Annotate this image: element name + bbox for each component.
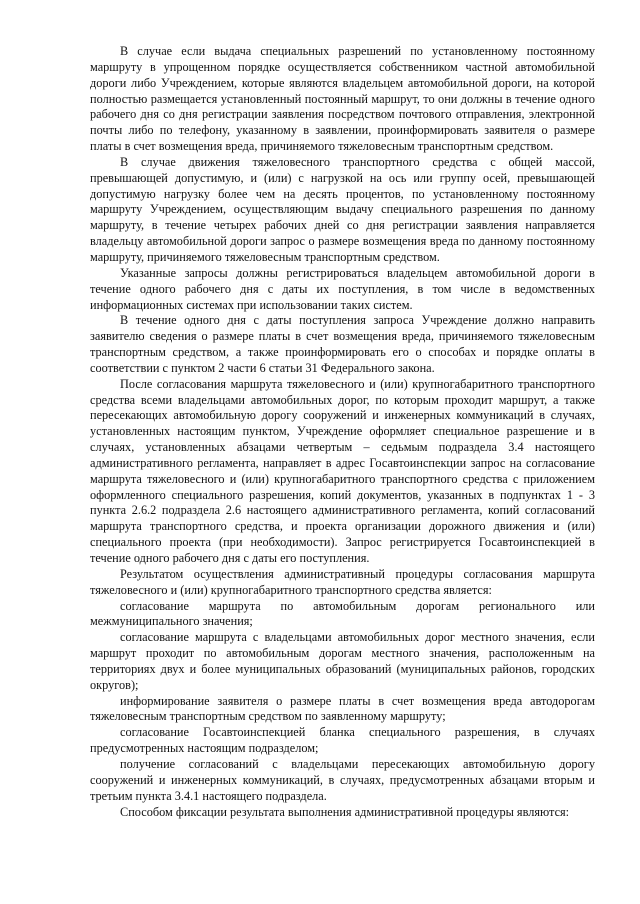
list-item: информирование заявителя о размере платы в счет возмещения вреда автодорогам тяжеловесным транспортным средством по заявленному маршруту; bbox=[90, 693, 595, 724]
paragraph: Способом фиксации результата выполнения административной процедуры являются: bbox=[120, 804, 570, 819]
list-item: согласование маршрута с владельцами автомобильных дорог местного значения, если маршрут проходит по автомобильным дорогам местного значения, расположенным на территориях двух и более муниципальных образований (муниципальных районов, городских округов); bbox=[90, 630, 595, 692]
list-item: согласование Госавтоинспекцией бланка специального разрешения, в случаях предусмотренных настоящим подразделом; bbox=[90, 725, 595, 756]
list-item: получение согласований с владельцами пересекающих автомобильную дорогу сооружений и инженерных коммуникаций, в случаях, предусмотренных абзацами вторым и третьим пункта 3.4.1 настоящего подраздела. bbox=[90, 756, 595, 803]
list-item: согласование маршрута по автомобильным дорогам регионального или межмуниципального значения; bbox=[90, 598, 595, 629]
paragraph: В случае если выдача специальных разрешений по установленному постоянному маршруту в упрощенном порядке осуществляется собственником частной автомобильной дороги либо Учреждением, которые являются владельцем автомобильной дороги, на которой полностью размещается установленный постоянный маршрут, то они должны в течение одного рабочего дня со дня регистрации заявления посредством почтового отправления, электронной почты либо по телефону, указанному в заявлении, проинформировать заявителя о размере платы в счет возмещения вреда, причиняемого тяжеловесным транспортным средством. bbox=[90, 44, 595, 154]
paragraph: После согласования маршрута тяжеловесного и (или) крупногабаритного транспортного средства всеми владельцами автомобильных дорог, по которым проходит маршрут, а также пересекающих автомобильную дорогу сооружений и инженерных коммуникаций в случаях, установленных настоящим пунктом, Учреждение оформляет специальное разрешение и в случаях, установленных абзацами четвертым – седьмым подраздела 3.4 настоящего административного регламента, направляет в адрес Госавтоинспекции запрос на согласование маршрута тяжеловесного и (или) крупногабаритного транспортного средства с приложением оформленного специального разрешения, копий документов, указанных в подпунктах 1 - 3 пункта 2.6.2 подраздела 2.6 настоящего административного регламента, копий согласований маршрута транспортного средства, и проекта организации дорожного движения и (или) специального проекта (при необходимости). Запрос регистрируется Госавтоинспекцией в течение одного рабочего дня с даты его поступления. bbox=[90, 376, 595, 565]
paragraph: В течение одного дня с даты поступления запроса Учреждение должно направить заявителю сведения о размере платы в счет возмещения вреда, причиняемого тяжеловесным транспортным средством, а также проинформировать его о способах и порядке оплаты в соответствии с пунктом 2 части 6 статьи 31 Федерального закона. bbox=[90, 313, 595, 375]
paragraph: Указанные запросы должны регистрироваться владельцем автомобильной дороги в течение одного рабочего дня с даты их поступления, в том числе в ведомственных информационных системах при использовании таких систем. bbox=[90, 265, 595, 312]
paragraph: Результатом осуществления административный процедуры согласования маршрута тяжеловесного и (или) крупногабаритного транспортного средства является: bbox=[90, 566, 595, 597]
document-body bbox=[90, 44, 595, 820]
paragraph: В случае движения тяжеловесного транспортного средства с общей массой, превышающей допустимую, и (или) с нагрузкой на ось или группу осей, превышающей допустимую нагрузку более чем на десять процентов, по установленному постоянному маршруту Учреждением, осуществляющим выдачу специального разрешения по данному маршруту, в течение четырех рабочих дней со дня регистрации заявления направляется владельцу автомобильной дороги запрос о размере возмещения вреда по данному постоянному маршруту, причиняемого тяжеловесным транспортным средством. bbox=[90, 154, 595, 264]
